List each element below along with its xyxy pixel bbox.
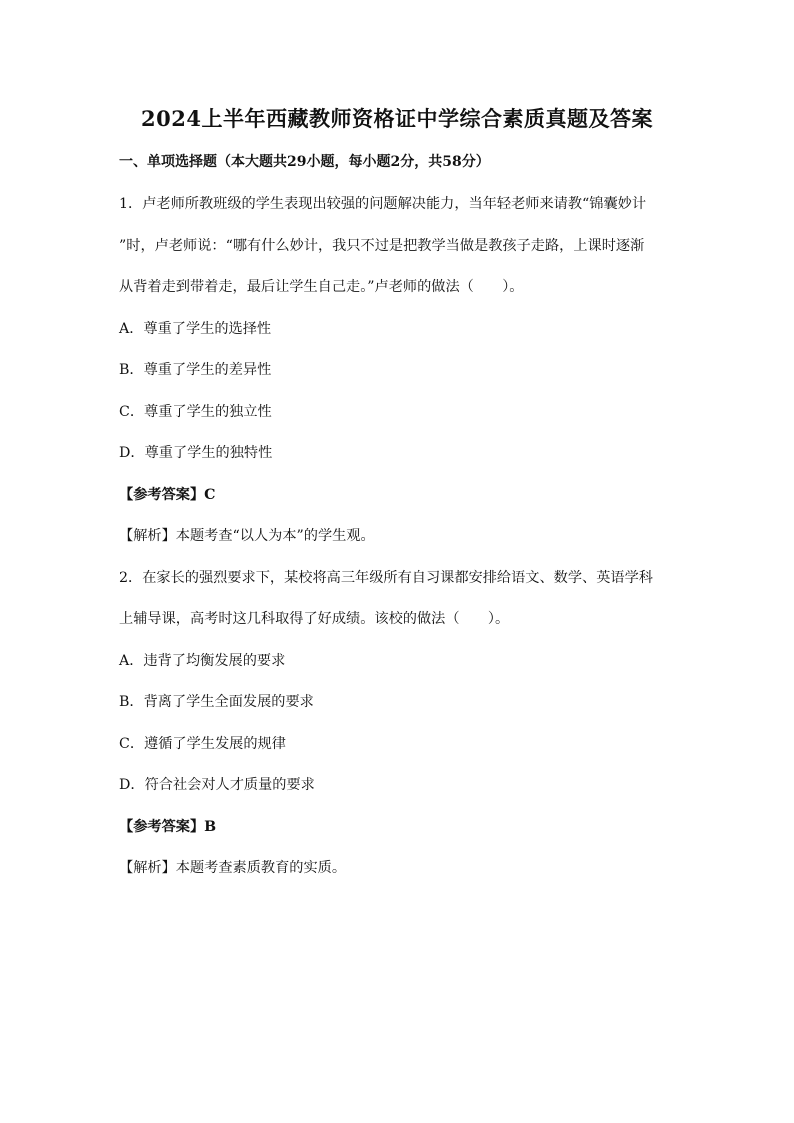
question-1-stem-line-3: 从背着走到带着走，最后让学生自己走。”卢老师的做法（ ）。 <box>119 279 524 295</box>
question-1-option-d: D．尊重了学生的独特性 <box>119 445 273 461</box>
question-2-stem-line-1: 2．在家长的强烈要求下，某校将高三年级所有自习课都安排给语文、数学、英语学科 <box>119 570 653 586</box>
section-heading: 一、单项选择题（本大题共29小题，每小题2分，共58分） <box>119 154 490 170</box>
question-2-option-a: A．违背了均衡发展的要求 <box>119 653 286 669</box>
question-2-option-b: B．背离了学生全面发展的要求 <box>119 694 314 710</box>
question-1-stem-line-2: ”时，卢老师说：“哪有什么妙计，我只不过是把教学当做是教孩子走路，上课时逐渐 <box>119 238 645 254</box>
document-title: 2024上半年西藏教师资格证中学综合素质真题及答案 <box>141 106 653 131</box>
question-1-stem-line-1: 1．卢老师所教班级的学生表现出较强的问题解决能力，当年轻老师来请教“锦囊妙计 <box>119 196 647 212</box>
question-2-analysis: 【解析】本题考查素质教育的实质。 <box>119 860 347 876</box>
question-2-option-c: C．遵循了学生发展的规律 <box>119 736 286 752</box>
question-1-option-a: A．尊重了学生的选择性 <box>119 321 272 337</box>
question-1-analysis: 【解析】本题考查“以人为本”的学生观。 <box>119 528 375 544</box>
question-1-option-b: B．尊重了学生的差异性 <box>119 362 272 378</box>
question-1-option-c: C．尊重了学生的独立性 <box>119 404 272 420</box>
question-2-stem-line-2: 上辅导课，高考时这几科取得了好成绩。该校的做法（ ）。 <box>119 611 510 627</box>
question-1-answer: 【参考答案】C <box>119 487 216 503</box>
question-2-answer: 【参考答案】B <box>119 819 217 835</box>
question-2-option-d: D．符合社会对人才质量的要求 <box>119 777 315 793</box>
